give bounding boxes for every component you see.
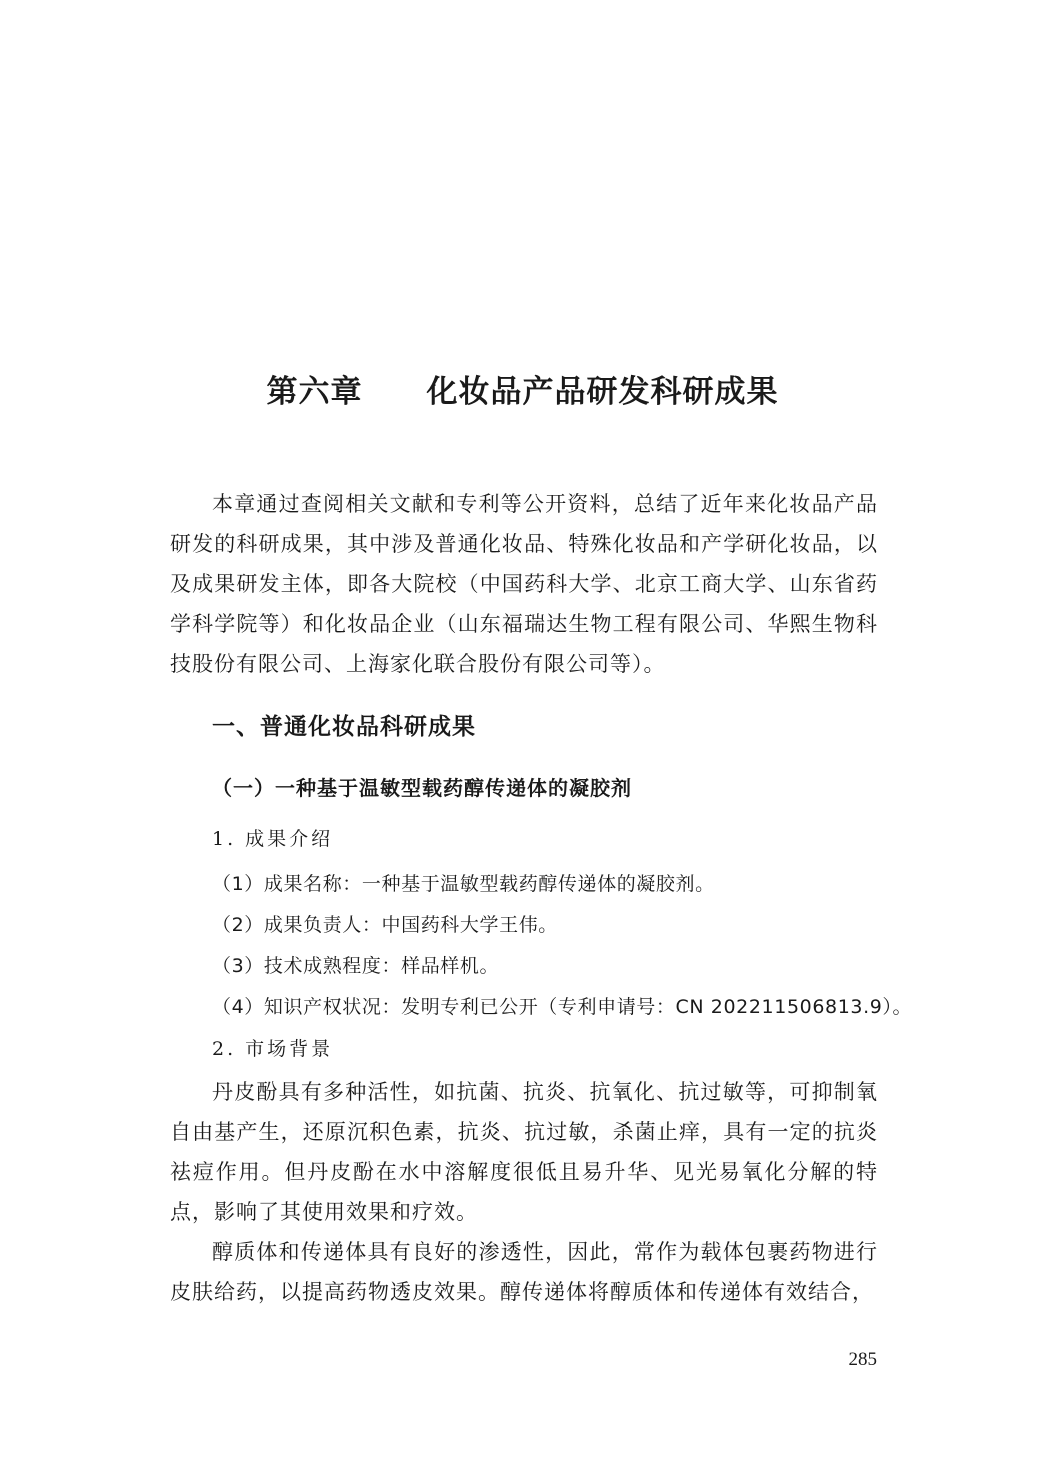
list-item: （1）成果名称：一种基于温敏型载药醇传递体的凝胶剂。: [212, 873, 715, 895]
part-heading-market: 2. 市场背景: [212, 1038, 334, 1060]
list-item: （2）成果负责人：中国药科大学王伟。: [212, 914, 558, 936]
body-paragraph: 丹皮酚具有多种活性，如抗菌、抗炎、抗氧化、抗过敏等，可抑制氧自由基产生，还原沉积色素，抗炎、抗过敏，杀菌止痒，具有一定的抗炎祛痘作用。但丹皮酚在水中溶解度很低且易升华、见光易氧化分解的特点，影响了其使用效果和疗效。: [170, 1080, 878, 1224]
intro-paragraph: 本章通过查阅相关文献和专利等公开资料，总结了近年来化妆品产品研发的科研成果，其中涉及普通化妆品、特殊化妆品和产学研化妆品，以及成果研发主体，即各大院校（中国药科大学、北京工商大学、山东省药学科学院等）和化妆品企业（山东福瑞达生物工程有限公司、华熙生物科技股份有限公司、上海家化联合股份有限公司等）。: [170, 492, 878, 676]
subsection-heading: （一）一种基于温敏型载药醇传递体的凝胶剂: [212, 776, 632, 800]
body-paragraph: 醇质体和传递体具有良好的渗透性，因此，常作为载体包裹药物进行皮肤给药，以提高药物透皮效果。醇传递体将醇质体和传递体有效结合，: [170, 1240, 878, 1304]
page-number: 285: [848, 1349, 877, 1370]
part-heading-intro: 1. 成果介绍: [212, 828, 334, 850]
section-heading: 一、普通化妆品科研成果: [212, 714, 476, 740]
chapter-title: 第六章 化妆品产品研发科研成果: [266, 374, 779, 410]
list-item: （4）知识产权状况：发明专利已公开（专利申请号：CN 202211506813.9）。: [212, 996, 913, 1018]
list-item: （3）技术成熟程度：样品样机。: [212, 955, 500, 977]
